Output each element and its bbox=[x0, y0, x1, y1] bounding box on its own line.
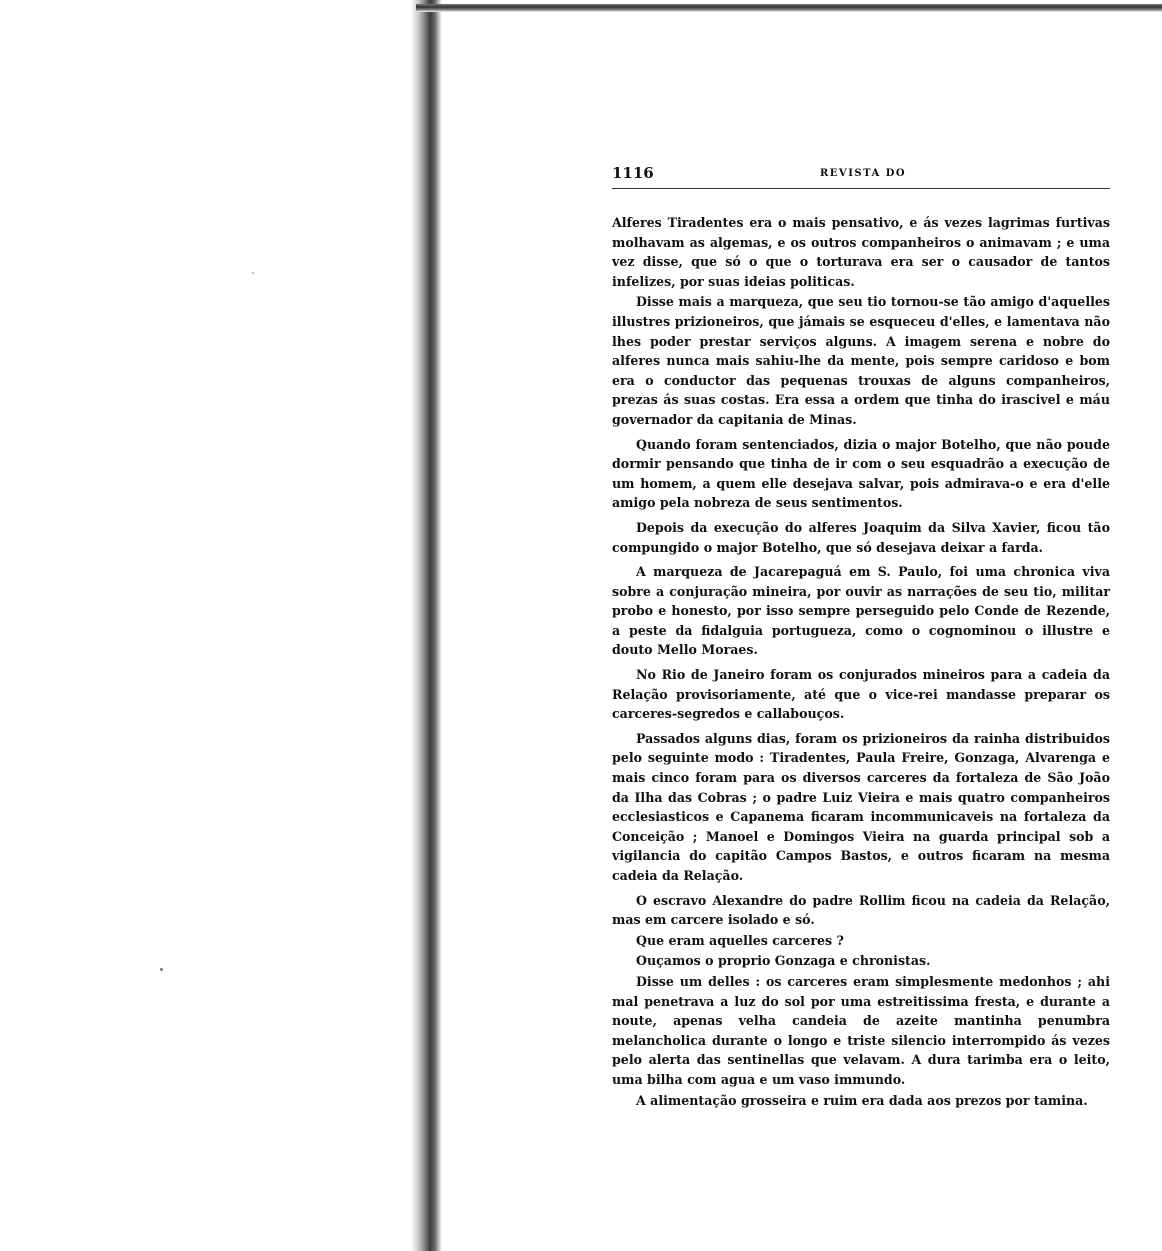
paragraph: A marqueza de Jacarepaguá em S. Paulo, foi uma chronica viva sobre a conjuração mineira, por ouvir as narrações de seu tio, militar probo e honesto, por isso sempre perseguido pelo Conde de Rezende, a peste da fidalguia portugueza, como o cognominou o illustre e douto Mello Moraes. bbox=[612, 564, 1110, 658]
paragraph: Quando foram sentenciados, dizia o major Botelho, que não poude dormir pensando que tinha de ir com o seu esquadrão a execução de um homem, a quem elle desejava salvar, pois admirava-o e era d'elle amigo pela nobreza de seus sentimentos. bbox=[612, 436, 1110, 511]
paragraph: O escravo Alexandre do padre Rollim ficou na cadeia da Relação, mas em carcere isolado e só. bbox=[612, 892, 1110, 928]
scan-speck bbox=[252, 272, 254, 274]
paragraph: Disse mais a marqueza, que seu tio tornou-se tão amigo d'aquelles illustres prizioneiros, que jámais se esqueceu d'elles, e lamentava não lhes poder prestar serviços alguns. A imagem serena e nobre do alferes nunca mais sahiu-lhe da mente, pois sempre caridoso e bom era o conductor das pequenas trouxas de alguns companheiros, prezas ás suas costas. Era essa a ordem que tinha do irascivel e máu governador da capitania de Minas. bbox=[612, 294, 1110, 427]
paragraph: Ouçamos o proprio Gonzaga e chronistas. bbox=[636, 953, 931, 969]
page-top-edge bbox=[416, 4, 1162, 12]
paragraph: Depois da execução do alferes Joaquim da Silva Xavier, ficou tão compungido o major Botelho, que só desejava deixar a farda. bbox=[612, 519, 1110, 555]
running-title: REVISTA DO bbox=[820, 168, 907, 179]
paragraph: Que eram aquelles carceres ? bbox=[636, 932, 844, 948]
paragraph: Disse um delles : os carceres eram simplesmente medonhos ; ahi mal penetrava a luz do sol por uma estreitissima fresta, e durante a noute, apenas velha candeia de azeite mantinha penumbra melancholica durante o longo e triste silencio interrompido ás vezes pelo alerta das sentinellas que velavam. A dura tarimba era o leito, uma bilha com agua e um vaso immundo. bbox=[612, 973, 1110, 1087]
body-text bbox=[612, 213, 1110, 1110]
printed-page bbox=[612, 164, 1110, 1111]
paragraph: Passados alguns dias, foram os prizioneiros da rainha distribuidos pelo seguinte modo : Tiradentes, Paula Freire, Gonzaga, Alvarenga e mais cinco foram para os diversos carceres da fortaleza de São João da Ilha das Cobras ; o padre Luiz Vieira e mais quatro companheiros ecclesiasticos e Capanema ficaram incommunicaveis na fortaleza da Conceição ; Manoel e Domingos Vieira na guarda principal sob a vigilancia do capitão Campos Bastos, e outros ficaram na mesma cadeia da Relação. bbox=[612, 730, 1110, 883]
paragraph: A alimentação grosseira e ruim era dada aos prezos por tamina. bbox=[636, 1092, 1088, 1108]
paragraph: No Rio de Janeiro foram os conjurados mineiros para a cadeia da Relação provisoriamente, até que o vice-rei mandasse preparar os carceres-segredos e callabouços. bbox=[612, 667, 1110, 722]
page-number: 1116 bbox=[612, 164, 654, 182]
book-spine-shadow bbox=[412, 0, 442, 1251]
scan-speck bbox=[160, 968, 163, 971]
page-header bbox=[612, 164, 1110, 189]
paragraph: Alferes Tiradentes era o mais pensativo, e ás vezes lagrimas furtivas molhavam as algemas, e os outros companheiros o animavam ; e uma vez disse, que só o que o torturava era ser o causador de tantos infelizes, por suas ideias politicas. bbox=[612, 215, 1110, 289]
